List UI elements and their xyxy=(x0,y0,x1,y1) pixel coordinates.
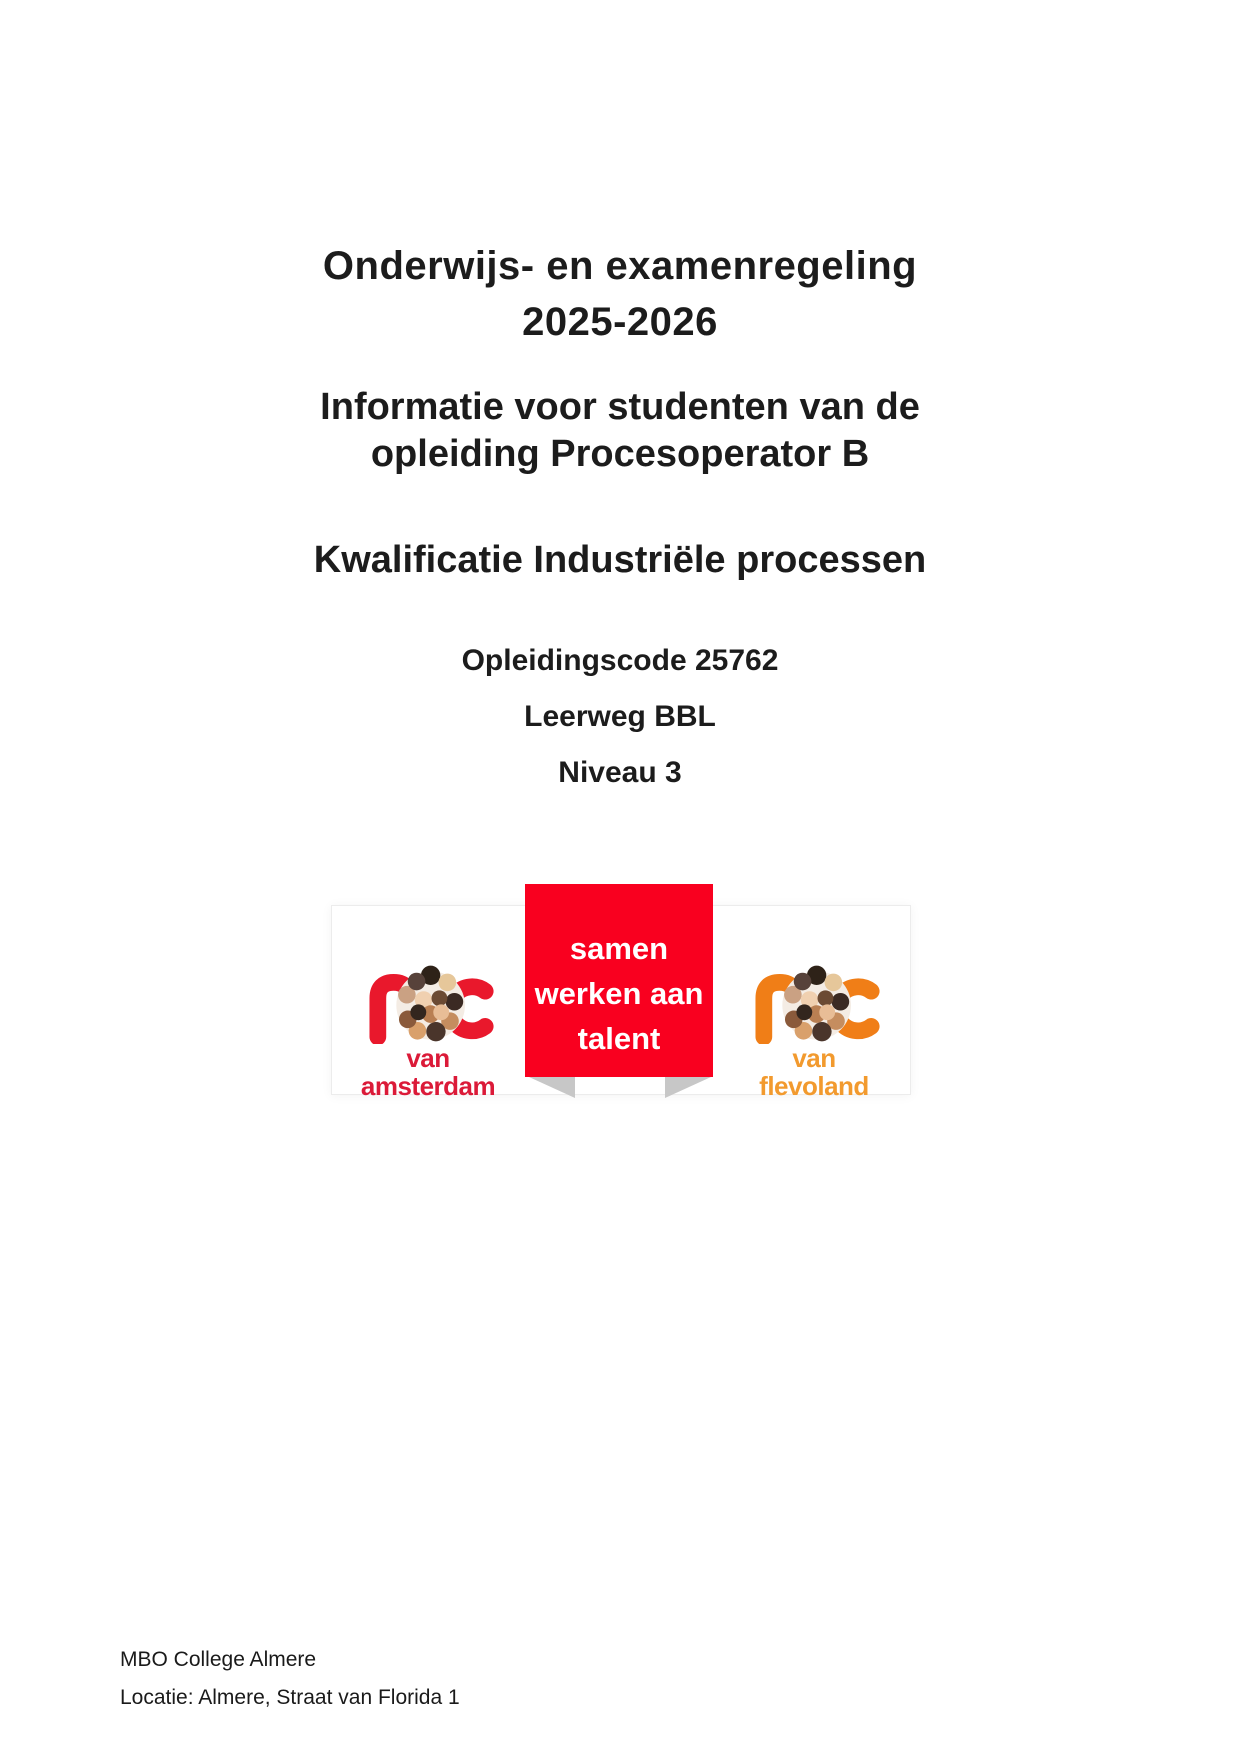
subtitle-line-2: opleiding Procesoperator B xyxy=(370,433,870,475)
roc-wordmark-icon xyxy=(739,956,889,1044)
program-details xyxy=(0,646,1240,814)
slogan-ribbon xyxy=(525,884,713,1077)
qualification-line: Kwalificatie Industriële processen xyxy=(313,539,927,581)
roc-wordmark-icon xyxy=(353,956,503,1044)
detail-opleidingscode: Opleidingscode 25762 xyxy=(461,644,779,677)
page-subtitle xyxy=(0,384,1240,478)
slogan-line-3: talent xyxy=(577,1021,661,1056)
footer-college-name: MBO College Almere xyxy=(120,1648,317,1671)
detail-niveau: Niveau 3 xyxy=(558,756,682,789)
slogan-line-1: samen xyxy=(569,931,669,966)
roc-van-flevoland-logo xyxy=(736,956,892,1100)
logo-caption: van flevoland xyxy=(759,1043,869,1101)
logo-caption: van amsterdam xyxy=(360,1043,496,1101)
title-line-2: 2025-2026 xyxy=(522,300,718,344)
roc-van-amsterdam-logo xyxy=(350,956,506,1100)
title-line-1: Onderwijs- en examenregeling xyxy=(322,244,918,288)
page-footer xyxy=(120,1641,460,1717)
subtitle-line-1: Informatie voor studenten van de xyxy=(320,386,920,428)
page-title xyxy=(0,238,1240,350)
detail-leerweg: Leerweg BBL xyxy=(524,700,716,733)
slogan-line-2: werken aan xyxy=(534,976,704,1011)
footer-location: Locatie: Almere, Straat van Florida 1 xyxy=(120,1686,460,1709)
